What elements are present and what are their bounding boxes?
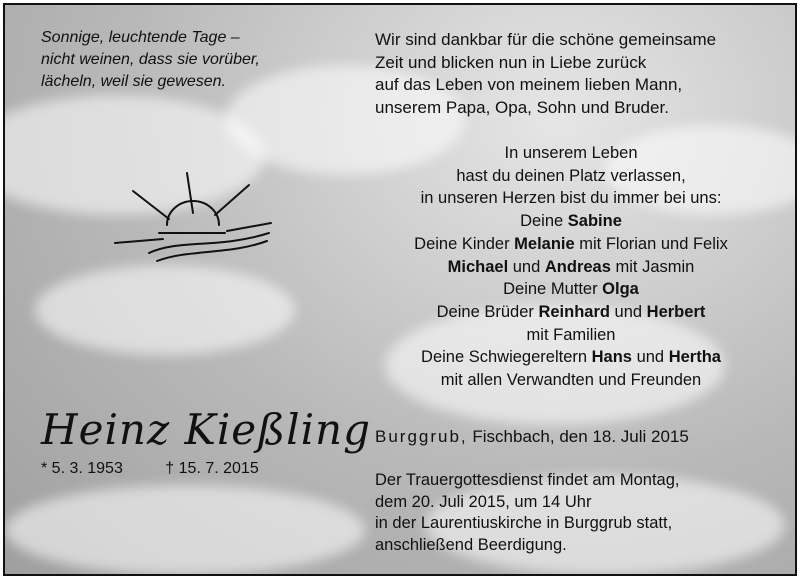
thanks-line: Zeit und blicken nun in Liebe zurück [375,52,647,72]
mourner-text: Deine Brüder [436,302,539,321]
mourner-name: Hans [591,348,632,367]
verse-line: In unserem Leben [504,144,638,162]
mourner-text: mit Florian und Felix [574,234,728,253]
service-line: anschließend Beerdigung. [375,535,567,554]
quote-line: Sonnige, leuchtende Tage – [41,29,240,46]
verse-line: in unseren Herzen bist du immer bei uns: [420,189,722,208]
thanks-text [375,29,795,119]
place-date-line [375,427,795,447]
mourner-name: Andreas [544,257,611,276]
mourners-block [363,142,779,392]
mourner-mother [363,278,779,301]
funeral-service-info [375,470,795,556]
verse-line: hast du deinen Platz verlassen, [456,166,686,185]
thanks-line: auf das Leben von meinem lieben Mann, [375,75,683,94]
deceased-name: Heinz Kießling [41,405,371,454]
mourner-name: Hertha [668,348,721,367]
service-line: dem 20. Juli 2015, um 14 Uhr [375,492,592,511]
mourner-name: Olga [602,280,639,299]
service-line: in der Laurentiuskirche in Burggrub statt, [375,514,673,532]
mourner-brothers [363,301,779,324]
mourner-name: Sabine [567,212,622,231]
mourner-text: und [508,257,545,276]
mourner-name: Michael [447,257,509,276]
mourner-text: Deine Kinder [414,234,515,253]
death-date: † 15. 7. 2015 [165,460,259,477]
thanks-line: Wir sind dankbar für die schöne gemeinsame [375,30,717,49]
place-date-rest: Fischbach, den 18. Juli 2015 [467,427,689,446]
life-dates [41,460,259,478]
mourner-text: Deine Mutter [503,280,603,299]
mourner-relatives: mit allen Verwandten und Freunden [440,371,702,390]
mourner-children [363,233,779,256]
mourner-in-laws [363,346,779,369]
cloud-decoration [5,485,365,575]
mourner-name: Reinhard [538,302,610,321]
service-line: Der Trauergottesdienst findet am Montag, [375,471,680,489]
mourner-text: Deine [520,212,568,231]
mourner-text: und [631,348,669,367]
quote-line: nicht weinen, dass sie vorüber, [41,51,260,68]
place-name: Burggrub, [375,427,468,446]
obituary-notice [3,3,797,576]
mourner-name: Melanie [514,234,575,253]
mourner-families: mit Familien [526,325,616,344]
mourner-text: Deine Schwiegereltern [421,348,592,367]
cloud-decoration [35,265,295,355]
thanks-line: unserem Papa, Opa, Sohn und Bruder. [375,97,669,117]
mourner-name: Herbert [646,302,706,321]
mourner-sons [363,256,779,279]
sun-over-waves-icon [109,167,279,267]
birth-date: * 5. 3. 1953 [41,460,123,477]
mourner-text: mit Jasmin [610,257,695,276]
mourner-wife [363,210,779,233]
quote-line: lächeln, weil sie gewesen. [41,73,226,90]
memorial-quote [41,27,341,93]
mourner-text: und [609,302,647,321]
